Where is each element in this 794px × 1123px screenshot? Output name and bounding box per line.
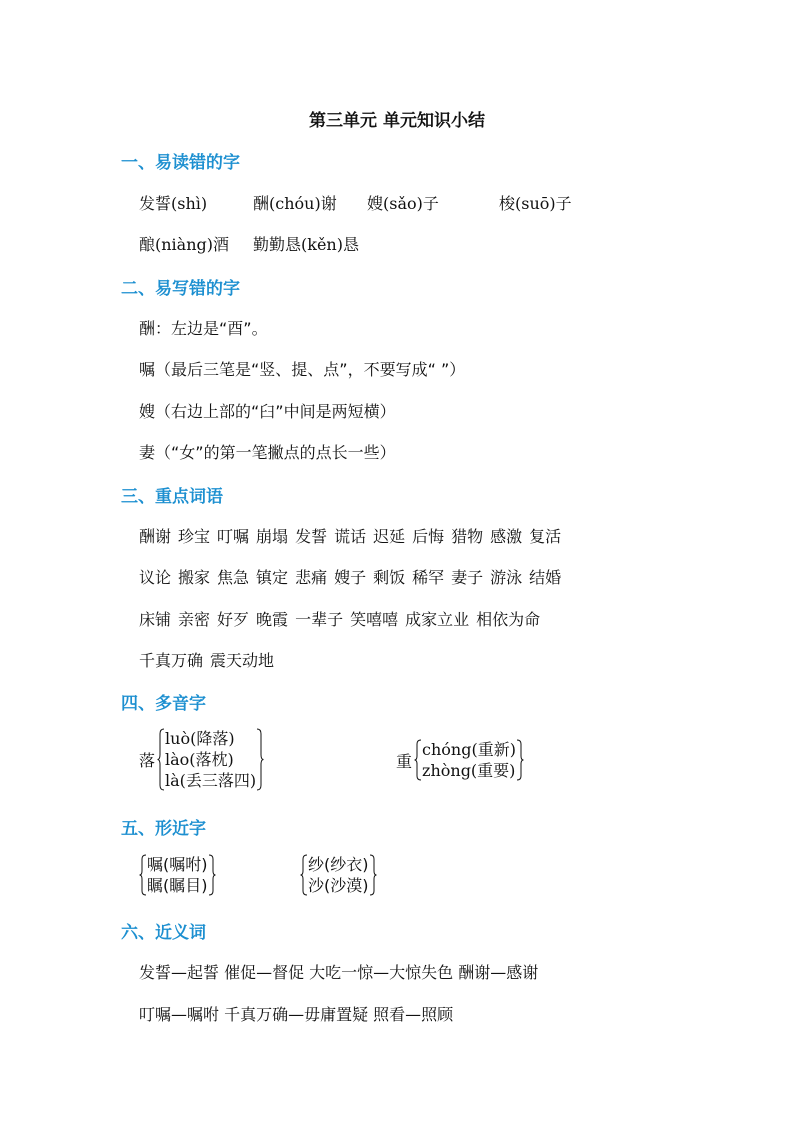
word: 猎物 [451, 527, 484, 546]
word: 镇定 [256, 568, 289, 587]
word: 酬谢 [139, 527, 172, 546]
word: 发誓 [295, 527, 328, 546]
polyphone-char: 落 [139, 751, 156, 770]
reading-item: là(丢三落四) [165, 771, 257, 790]
s2-line: 嘱（最后三笔是“竖、提、点”，不要写成“ ”） [139, 360, 466, 379]
s3-row-2 [139, 565, 568, 588]
word: 迟延 [373, 527, 406, 546]
s1-item: 发誓(shì) [139, 194, 208, 213]
word: 笑嘻嘻 [350, 610, 399, 629]
word: 搬家 [178, 568, 211, 587]
word: 妻子 [451, 568, 484, 587]
word: 珍宝 [178, 527, 211, 546]
left-brace [157, 728, 165, 791]
polyphone-luo [139, 728, 264, 791]
s3-row-3 [139, 607, 547, 630]
page-title: 第三单元 单元知识小结 [309, 111, 485, 131]
s1-item: 酿(niàng)酒 [139, 235, 229, 254]
similar-char-group-2 [300, 854, 377, 896]
word: 一辈子 [295, 610, 344, 629]
section-heading-1: 一、易读错的字 [121, 153, 240, 173]
synonym-row-2: 叮嘱—嘱咐 千真万确—毋庸置疑 照看—照顾 [139, 1005, 454, 1024]
reading-item: luò(降落) [165, 729, 235, 748]
word: 焦急 [217, 568, 250, 587]
right-brace [369, 854, 377, 896]
left-brace [139, 854, 147, 896]
section-heading-4: 四、多音字 [121, 694, 206, 714]
word: 晚霞 [256, 610, 289, 629]
section-heading-3: 三、重点词语 [121, 487, 223, 507]
word: 相依为命 [476, 610, 541, 629]
synonym-row-1: 发誓—起誓 催促—督促 大吃一惊—大惊失色 酬谢—感谢 [139, 963, 539, 982]
similar-char-item: 嘱(嘱咐) [147, 855, 208, 874]
word: 复活 [529, 527, 562, 546]
word: 震天动地 [210, 651, 275, 670]
reading-item: lào(落枕) [165, 750, 234, 769]
word: 亲密 [178, 610, 211, 629]
word: 好歹 [217, 610, 250, 629]
s1-item: 酬(chóu)谢 [253, 194, 337, 213]
right-brace [208, 854, 216, 896]
s1-item: 嫂(sǎo)子 [367, 194, 439, 213]
section-heading-2: 二、易写错的字 [121, 279, 240, 299]
polyphone-zhong [396, 739, 524, 781]
word: 悲痛 [295, 568, 328, 587]
similar-char-group-1 [139, 854, 216, 896]
word: 后悔 [412, 527, 445, 546]
section-heading-6: 六、近义词 [121, 923, 206, 943]
word: 稀罕 [412, 568, 445, 587]
s1-item: 梭(suō)子 [499, 194, 572, 213]
reading-item: zhòng(重要) [422, 761, 516, 780]
word: 成家立业 [405, 610, 470, 629]
word: 叮嘱 [217, 527, 250, 546]
similar-char-item: 瞩(瞩目) [147, 876, 208, 895]
left-brace [414, 739, 422, 781]
word: 剩饭 [373, 568, 406, 587]
s2-line: 酬：左边是“酉”。 [139, 319, 268, 338]
polyphone-char: 重 [396, 751, 413, 771]
s3-row-4 [139, 648, 281, 671]
word: 游泳 [490, 568, 523, 587]
word: 感激 [490, 527, 523, 546]
word: 议论 [139, 568, 172, 587]
s3-row-1 [139, 524, 568, 547]
word: 千真万确 [139, 651, 204, 670]
word: 谎话 [334, 527, 367, 546]
word: 嫂子 [334, 568, 367, 587]
section-heading-5: 五、形近字 [121, 819, 206, 839]
word: 结婚 [529, 568, 562, 587]
similar-char-item: 沙(沙漠) [308, 876, 369, 895]
left-brace [300, 854, 308, 896]
s2-line: 嫂（右边上部的“臼”中间是两短横） [139, 402, 396, 421]
right-brace [516, 739, 524, 781]
similar-char-item: 纱(纱衣) [308, 855, 369, 874]
right-brace [256, 728, 264, 791]
s2-line: 妻（“女”的第一笔撇点的点长一些） [139, 443, 396, 462]
word: 崩塌 [256, 527, 289, 546]
s1-item: 勤勤恳(kěn)恳 [253, 235, 359, 254]
reading-item: chóng(重新) [422, 740, 516, 759]
word: 床铺 [139, 610, 172, 629]
